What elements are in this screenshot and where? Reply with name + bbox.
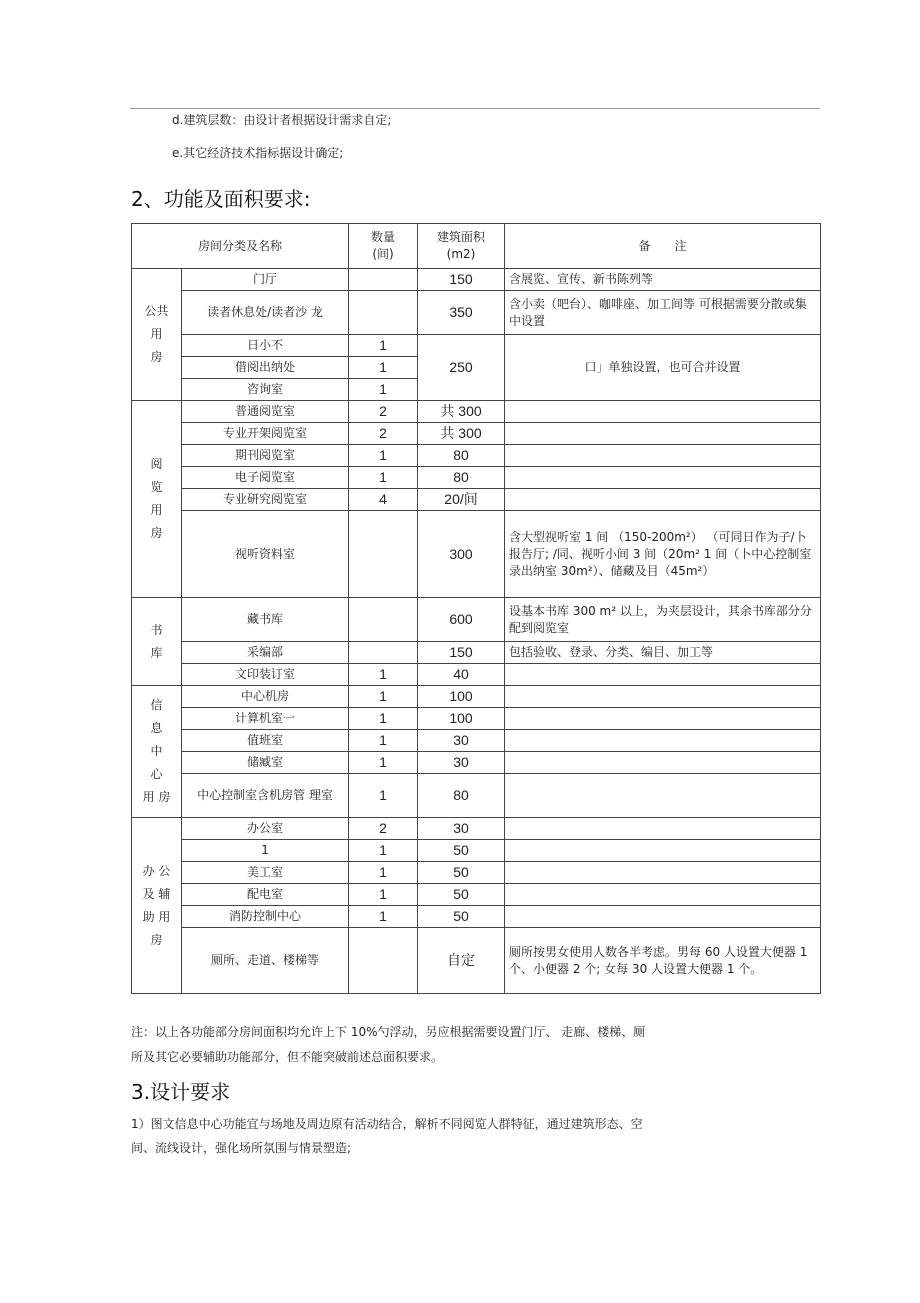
room-name-cell: 专业研究阅览室 <box>182 489 349 511</box>
section-3-item-1: 1）图文信息中心功能宜与场地及周边原有活动结合，解析不同阅览人群特征，通过建筑形态、空间、流线设计，强化场所氛围与情景塑造; <box>131 1117 643 1155</box>
room-note-cell <box>505 664 821 686</box>
table-row <box>132 511 821 598</box>
room-name-cell: 咨询室 <box>182 379 349 401</box>
table-row <box>132 598 821 642</box>
room-note-cell <box>505 686 821 708</box>
header-room: 房间分类及名称 <box>132 224 349 269</box>
table-row <box>132 906 821 928</box>
room-name-cell: 消防控制中心 <box>182 906 349 928</box>
table-row <box>132 269 821 291</box>
room-area-cell: 50 <box>418 906 505 928</box>
section-2-title: 2、功能及面积要求: <box>131 187 311 211</box>
table-row <box>132 489 821 511</box>
room-name-cell: 储臧室 <box>182 752 349 774</box>
section-3-title: 3.设计要求 <box>131 1080 231 1104</box>
room-count-cell: 1 <box>349 730 418 752</box>
room-count-cell: 1 <box>349 774 418 818</box>
room-area-cell: 共 300 <box>418 423 505 445</box>
room-area-cell: 30 <box>418 818 505 840</box>
category-cell: 书 库 <box>132 598 182 686</box>
table-row <box>132 840 821 862</box>
room-note-cell <box>505 884 821 906</box>
room-area-cell: 250 <box>418 335 505 401</box>
room-count-cell <box>349 291 418 335</box>
item-d: d.建筑层数：由设计者根据设计需求自定; <box>172 113 392 127</box>
room-count-cell: 1 <box>349 445 418 467</box>
room-note-cell <box>505 730 821 752</box>
table-row <box>132 774 821 818</box>
room-count-cell: 1 <box>349 884 418 906</box>
room-name-cell: 电子阅览室 <box>182 467 349 489</box>
header-count: 数量 (间) <box>349 224 418 269</box>
room-name-cell: 计算机室一 <box>182 708 349 730</box>
room-area-cell: 20/间 <box>418 489 505 511</box>
room-area-cell: 30 <box>418 730 505 752</box>
room-area-cell: 自定 <box>418 928 505 994</box>
room-note-cell <box>505 401 821 423</box>
room-name-cell: 日小不 <box>182 335 349 357</box>
table-row <box>132 818 821 840</box>
room-name-cell: 读者休息处/读者沙 龙 <box>182 291 349 335</box>
room-note-cell <box>505 423 821 445</box>
room-count-cell: 1 <box>349 906 418 928</box>
room-count-cell: 1 <box>349 752 418 774</box>
item-e: e.其它经济技术指标据设计确定; <box>172 146 344 160</box>
room-count-cell <box>349 642 418 664</box>
room-note-cell <box>505 774 821 818</box>
room-area-table <box>131 223 821 994</box>
table-row <box>132 291 821 335</box>
room-name-cell: 期刊阅览室 <box>182 445 349 467</box>
category-cell: 信 息 中 心 用 房 <box>132 686 182 818</box>
room-name-cell: 中心控制室含机房管 理室 <box>182 774 349 818</box>
room-note-cell: 含展览、宣传、新书陈列等 <box>505 269 821 291</box>
room-note-cell: 口」单独设置，也可合并设置 <box>505 335 821 401</box>
room-count-cell: 1 <box>349 357 418 379</box>
table-row <box>132 642 821 664</box>
room-name-cell: 视听资料室 <box>182 511 349 598</box>
table-row <box>132 445 821 467</box>
room-name-cell: 配电室 <box>182 884 349 906</box>
room-area-cell: 100 <box>418 708 505 730</box>
room-count-cell <box>349 511 418 598</box>
room-count-cell <box>349 598 418 642</box>
room-count-cell: 1 <box>349 862 418 884</box>
table-row <box>132 467 821 489</box>
room-note-cell <box>505 840 821 862</box>
room-area-cell: 50 <box>418 884 505 906</box>
room-area-cell: 80 <box>418 445 505 467</box>
table-row <box>132 752 821 774</box>
table-row <box>132 730 821 752</box>
room-note-cell <box>505 862 821 884</box>
room-note-cell: 设基本书库 300 m² 以上，为夹层设计，其余书库部分分配到阅览室 <box>505 598 821 642</box>
room-area-cell: 350 <box>418 291 505 335</box>
table-row <box>132 862 821 884</box>
table-row <box>132 884 821 906</box>
category-cell: 阅 览 用 房 <box>132 401 182 598</box>
room-count-cell: 1 <box>349 664 418 686</box>
room-count-cell: 1 <box>349 379 418 401</box>
room-area-cell: 600 <box>418 598 505 642</box>
room-note-cell <box>505 818 821 840</box>
table-header-row <box>132 224 821 269</box>
header-rule <box>130 108 820 109</box>
room-area-cell: 300 <box>418 511 505 598</box>
category-cell: 办 公 及 辅 助 用 房 <box>132 818 182 994</box>
table-row <box>132 686 821 708</box>
category-cell: 公共 用 房 <box>132 269 182 401</box>
room-name-cell: 文印装订室 <box>182 664 349 686</box>
room-area-cell: 50 <box>418 862 505 884</box>
room-name-cell: 中心机房 <box>182 686 349 708</box>
room-count-cell: 2 <box>349 401 418 423</box>
room-count-cell: 1 <box>349 467 418 489</box>
room-count-cell: 1 <box>349 686 418 708</box>
room-count-cell <box>349 269 418 291</box>
room-area-cell: 80 <box>418 774 505 818</box>
room-note-cell <box>505 445 821 467</box>
room-note-cell: 厕所按男女使用人数各半考虑。男每 60 人设置大便器 1 个、小便器 2 个; 女每 30 人设置大便器 1 个。 <box>505 928 821 994</box>
room-area-cell: 150 <box>418 269 505 291</box>
table-row <box>132 928 821 994</box>
room-area-cell: 50 <box>418 840 505 862</box>
room-name-cell: 借阅出纳处 <box>182 357 349 379</box>
room-area-cell: 100 <box>418 686 505 708</box>
room-name-cell: 美工室 <box>182 862 349 884</box>
room-name-cell: 值班室 <box>182 730 349 752</box>
room-name-cell: 1 <box>182 840 349 862</box>
room-note-cell <box>505 708 821 730</box>
room-name-cell: 普通阅览室 <box>182 401 349 423</box>
room-name-cell: 办公室 <box>182 818 349 840</box>
room-note-cell <box>505 752 821 774</box>
room-area-cell: 150 <box>418 642 505 664</box>
table-row <box>132 423 821 445</box>
room-area-cell: 80 <box>418 467 505 489</box>
room-count-cell: 1 <box>349 335 418 357</box>
room-note-cell: 含大型视听室 1 间 （150-200m²） （可同日作为子/卜报告厅; /同、视听小间 3 间（20m² 1 间（卜中心控制室 录出纳室 30m²）、储藏及目（45m²） <box>505 511 821 598</box>
room-name-cell: 厕所、走道、楼梯等 <box>182 928 349 994</box>
table-row <box>132 335 821 357</box>
room-count-cell: 1 <box>349 840 418 862</box>
room-name-cell: 采编部 <box>182 642 349 664</box>
room-note-cell <box>505 467 821 489</box>
room-name-cell: 藏书库 <box>182 598 349 642</box>
header-area: 建筑面积 (m2) <box>418 224 505 269</box>
table-row <box>132 708 821 730</box>
room-note-cell: 含小卖（吧台）、咖啡座、加工间等 可根据需要分散或集中设置 <box>505 291 821 335</box>
room-area-cell: 30 <box>418 752 505 774</box>
room-area-cell: 共 300 <box>418 401 505 423</box>
room-count-cell <box>349 928 418 994</box>
room-count-cell: 4 <box>349 489 418 511</box>
room-name-cell: 专业开架阅览室 <box>182 423 349 445</box>
room-note-cell <box>505 489 821 511</box>
room-note-cell <box>505 906 821 928</box>
room-count-cell: 2 <box>349 423 418 445</box>
table-row <box>132 401 821 423</box>
table-footnote: 注：以上各功能部分房间面积均允许上下 10%勺浮动，另应根据需要设置门厅、 走廊、楼梯、厕所及其它必要辅助功能部分，但不能突破前述总面积要求。 <box>131 1025 646 1064</box>
room-count-cell: 2 <box>349 818 418 840</box>
table-row <box>132 664 821 686</box>
room-name-cell: 门厅 <box>182 269 349 291</box>
room-count-cell: 1 <box>349 708 418 730</box>
room-area-cell: 40 <box>418 664 505 686</box>
room-note-cell: 包括验收、登录、分类、编目、加工等 <box>505 642 821 664</box>
header-note: 备 注 <box>505 224 821 269</box>
